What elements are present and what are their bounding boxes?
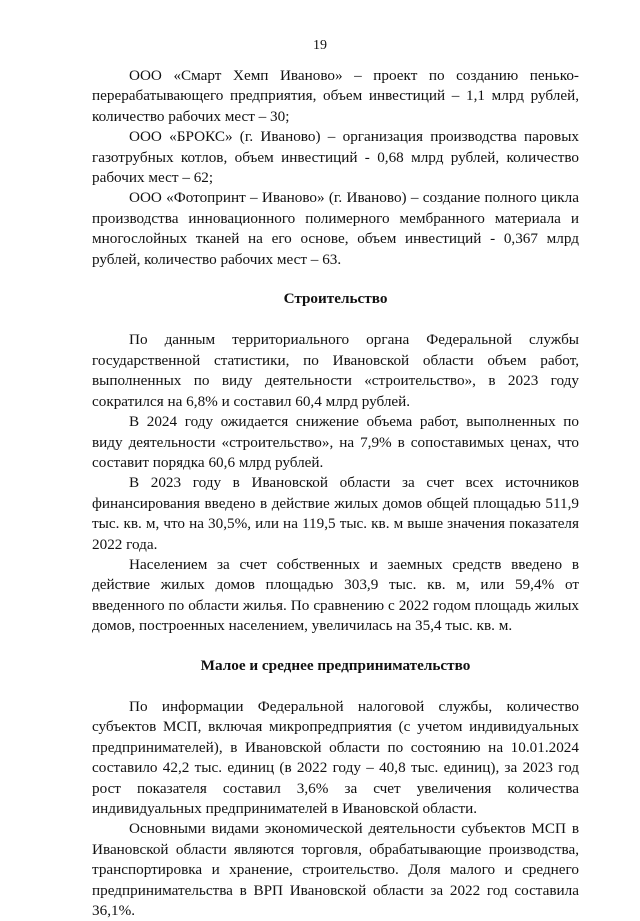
construction-heading: Строительство xyxy=(283,290,388,308)
sme-paragraph: Основными видами экономической деятельности субъектов МСП в Ивановской области являются торговля, обрабатывающие производства, транспортировка и хранение, строительство. Доля малого и среднего предпринимательства в ВРП Ивановской области за 2022 год составила 36,1%. xyxy=(92,820,579,920)
construction-paragraph: В 2024 году ожидается снижение объема работ, выполненных по виду деятельности «строительство», на 7,9% в сопоставимых ценах, что составит порядка 60,6 млрд рублей. xyxy=(92,413,579,471)
construction-paragraph: По данным территориального органа Федеральной службы государственной статистики, по Ивановской области объем работ, выполненных по виду деятельности «строительство», в 2023 году сократился на 6,8% и составил 60,4 млрд рублей. xyxy=(92,331,579,410)
construction-paragraph: Населением за счет собственных и заемных средств введено в действие жилых домов площадью 303,9 тыс. кв. м, или 59,4% от введенного по области жилья. По сравнению с 2022 годом площадь жилых домов, построенных населением, увеличилась на 35,4 тыс. кв. м. xyxy=(92,555,579,635)
project-broks: ООО «БРОКС» (г. Иваново) – организация производства паровых газотрубных котлов, объем инвестиций - 0,68 млрд рублей, количество рабочих мест – 62; xyxy=(92,128,579,187)
sme-section xyxy=(92,656,579,921)
project-fotoprint: ООО «Фотопринт – Иваново» (г. Иваново) – создание полного цикла производства инновационного полимерного мембранного материала и многослойных тканей на его основе, объем инвестиций - 0,367 млрд рублей, количество рабочих мест – 63. xyxy=(92,189,579,268)
construction-section xyxy=(92,289,579,637)
project-smart-hemp: ООО «Смарт Хемп Иваново» – проект по созданию пенько-перерабатывающего предприятия, объем инвестиций – 1,1 млрд рублей, количество рабочих мест – 30; xyxy=(92,67,579,125)
construction-paragraph: В 2023 году в Ивановской области за счет всех источников финансирования введено в действие жилых домов общей площадью 511,9 тыс. кв. м, что на 30,5%, или на 119,5 тыс. кв. м выше значения показателя 2022 года. xyxy=(92,474,579,553)
page-number: 19 xyxy=(313,38,327,53)
sme-paragraph: По информации Федеральной налоговой службы, количество субъектов МСП, включая микропредприятия (с учетом индивидуальных предпринимателей), в Ивановской области по состоянию на 10.01.2024 составило 42,2 тыс. единиц (в 2022 году – 40,8 тыс. единиц), за 2023 год рост показателя составил 3,6% за счет увеличения количества индивидуальных предпринимателей в Ивановской области. xyxy=(92,697,579,817)
investment-projects-section xyxy=(92,66,579,270)
sme-heading: Малое и среднее предпринимательство xyxy=(200,656,471,674)
page-content xyxy=(92,66,579,921)
